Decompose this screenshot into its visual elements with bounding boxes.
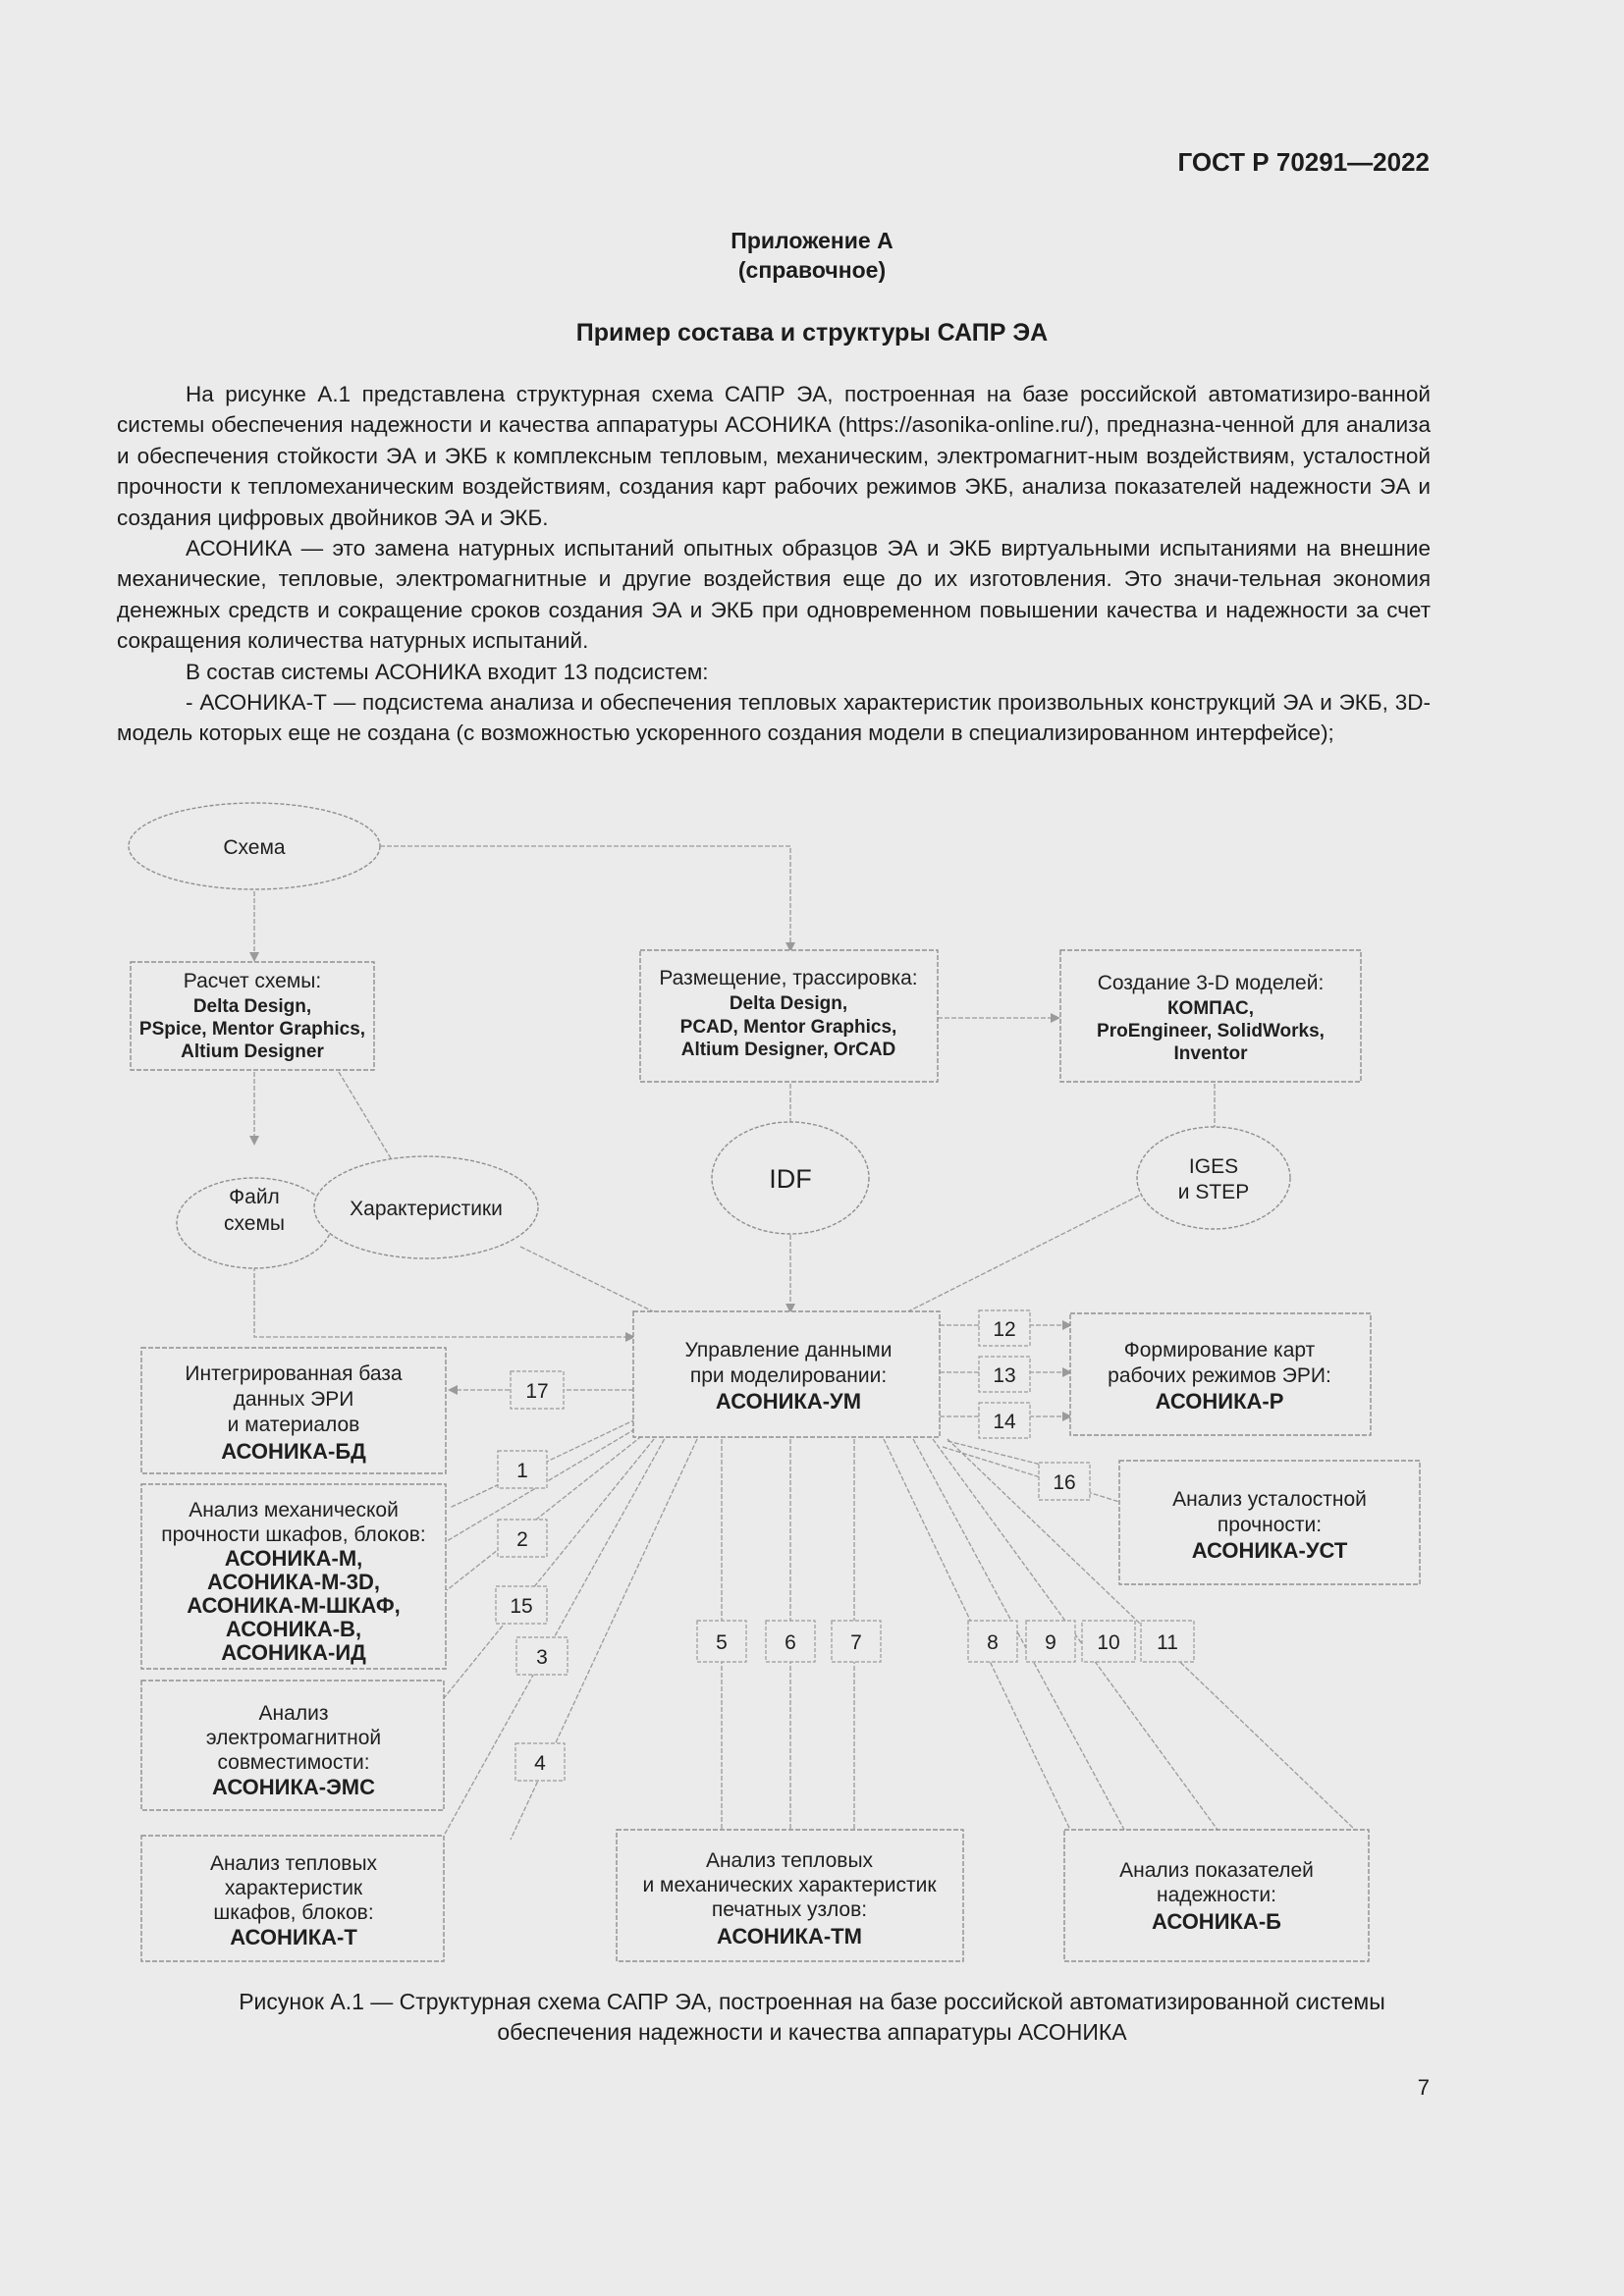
tm-line: Анализ тепловых bbox=[705, 1849, 874, 1872]
place-tool: Delta Design, bbox=[729, 993, 848, 1014]
number-badge: 7 bbox=[850, 1631, 862, 1654]
mech-name: АСОНИКА-В, bbox=[225, 1617, 362, 1641]
box-asonika-bd bbox=[141, 1348, 446, 1473]
paragraph: АСОНИКА — это замена натурных испытаний опытных образцов ЭА и ЭКБ виртуальными испытаниями на внешние механические, тепловые, электромагнитные и другие воздействия еще до их изготовления. Это значи-тельная экономия денежных средств и сокращение сроков создания ЭА и ЭКБ при одновременном повышении качества и надежности за счет сокращения количества натурных испытаний. bbox=[117, 536, 1431, 654]
number-badge: 8 bbox=[987, 1631, 999, 1654]
ellipse-iges-step bbox=[1137, 1127, 1290, 1229]
figure-caption bbox=[0, 1987, 1624, 2048]
thermal-line: характеристик bbox=[224, 1877, 363, 1899]
calc-tool: PSpice, Mentor Graphics, bbox=[138, 1019, 366, 1040]
mech-name: АСОНИКА-М-ШКАФ, bbox=[187, 1593, 401, 1618]
number-badge: 5 bbox=[716, 1631, 728, 1654]
section-title: Пример состава и структуры САПР ЭА bbox=[575, 319, 1049, 347]
appendix-subtitle: (справочное) bbox=[737, 257, 887, 283]
box-asonika-b bbox=[1064, 1830, 1369, 1961]
tm-line: печатных узлов: bbox=[711, 1898, 868, 1921]
box-asonika-t bbox=[141, 1836, 444, 1961]
box-asonika-r bbox=[1070, 1313, 1371, 1435]
box-calc-schema bbox=[131, 962, 374, 1070]
box-3d-models bbox=[1060, 950, 1361, 1082]
idf-label: IDF bbox=[769, 1164, 812, 1194]
number-badge: 12 bbox=[993, 1318, 1016, 1341]
mech-name: АСОНИКА-ИД bbox=[221, 1640, 366, 1665]
calc-tool: Delta Design, bbox=[192, 996, 312, 1017]
standard-number: ГОСТ Р 70291—2022 bbox=[1177, 147, 1430, 177]
bd-line: данных ЭРИ bbox=[233, 1388, 354, 1411]
place-title: Размещение, трассировка: bbox=[659, 967, 918, 989]
bd-line: Интегрированная база bbox=[185, 1362, 403, 1385]
model3d-title: Создание 3-D моделей: bbox=[1097, 972, 1325, 994]
number-badge: 11 bbox=[1157, 1631, 1178, 1654]
ellipse-idf bbox=[712, 1122, 869, 1234]
page-number: 7 bbox=[1417, 2075, 1430, 2100]
paragraph: - АСОНИКА-Т — подсистема анализа и обеспечения тепловых характеристик произвольных конструкций ЭА и ЭКБ, 3D-модель которых еще не создана (с возможностью ускоренного создания модели в специализированном интерфейсе); bbox=[117, 690, 1431, 746]
schema-label: Схема bbox=[223, 836, 286, 859]
mech-line: прочности шкафов, блоков: bbox=[161, 1523, 426, 1546]
mech-name: АСОНИКА-М, bbox=[224, 1546, 363, 1571]
box-placement-routing bbox=[640, 950, 938, 1082]
thermal-line: Анализ тепловых bbox=[209, 1852, 378, 1875]
box-asonika-ems bbox=[141, 1681, 444, 1810]
number-badge: 3 bbox=[536, 1646, 548, 1669]
number-badge: 9 bbox=[1045, 1631, 1056, 1654]
um-line: Управление данными bbox=[684, 1339, 893, 1362]
ems-line: совместимости: bbox=[217, 1751, 370, 1774]
number-badge: 17 bbox=[525, 1380, 549, 1403]
r-name: АСОНИКА-Р bbox=[1155, 1389, 1284, 1414]
box-asonika-um bbox=[633, 1311, 940, 1437]
ust-line: прочности: bbox=[1217, 1514, 1323, 1536]
thermal-line: шкафов, блоков: bbox=[213, 1901, 374, 1924]
number-badge: 14 bbox=[993, 1411, 1016, 1433]
appendix-title: Приложение А bbox=[731, 228, 893, 253]
tm-line: и механических характеристик bbox=[642, 1874, 937, 1896]
file-line: схемы bbox=[224, 1212, 285, 1235]
ellipse-schema bbox=[129, 803, 380, 889]
b-line: Анализ показателей bbox=[1119, 1859, 1314, 1882]
paragraph: В состав системы АСОНИКА входит 13 подсистем: bbox=[186, 659, 709, 684]
model3d-tool: КОМПАС, bbox=[1166, 998, 1255, 1019]
box-asonika-ust bbox=[1119, 1461, 1420, 1584]
bd-line: и материалов bbox=[227, 1414, 360, 1436]
bd-name: АСОНИКА-БД bbox=[221, 1439, 366, 1464]
iges-line: и STEP bbox=[1177, 1181, 1250, 1203]
tm-name: АСОНИКА-ТМ bbox=[717, 1924, 862, 1949]
mech-name: АСОНИКА-М-3D, bbox=[206, 1570, 381, 1594]
number-badge: 4 bbox=[534, 1752, 546, 1775]
r-line: рабочих режимов ЭРИ: bbox=[1108, 1364, 1331, 1387]
ellipse-schema-file bbox=[177, 1178, 332, 1268]
model3d-tool: ProEngineer, SolidWorks, bbox=[1097, 1021, 1325, 1041]
number-badge: 1 bbox=[516, 1460, 528, 1482]
paragraph: На рисунке А.1 представлена структурная схема САПР ЭА, построенная на базе российской автоматизиро-ванной системы обеспечения надежности и качества аппаратуры АСОНИКА (https://asonika-online.ru/), предназна-ченной для анализа и обеспечения стойкости ЭА и ЭКБ к комплексным тепловым, механическим, электромагнит-ным воздействиям, усталостной прочности к тепломеханическим воздействиям, создания карт рабочих режимов ЭКБ, анализа показателей надежности ЭА и создания цифровых двойников ЭА и ЭКБ. bbox=[117, 382, 1431, 530]
box-asonika-m bbox=[141, 1484, 446, 1669]
file-line: Файл bbox=[229, 1186, 280, 1208]
number-badge: 16 bbox=[1053, 1471, 1076, 1494]
box-asonika-tm bbox=[617, 1830, 963, 1961]
place-tool: Altium Designer, OrCAD bbox=[680, 1040, 896, 1060]
b-line: надежности: bbox=[1157, 1884, 1276, 1906]
number-badge: 6 bbox=[785, 1631, 796, 1654]
calc-title: Расчет схемы: bbox=[183, 970, 322, 992]
iges-line: IGES bbox=[1188, 1155, 1239, 1178]
model3d-tool: Inventor bbox=[1173, 1043, 1248, 1064]
b-name: АСОНИКА-Б bbox=[1152, 1909, 1281, 1934]
number-badge: 2 bbox=[516, 1528, 528, 1551]
number-badge: 10 bbox=[1097, 1631, 1120, 1654]
caption-line: Рисунок А.1 — Структурная схема САПР ЭА, построенная на базе российской автоматизированной системы bbox=[239, 1989, 1385, 2014]
ems-line: Анализ bbox=[258, 1702, 329, 1725]
ust-line: Анализ усталостной bbox=[1172, 1488, 1367, 1511]
place-tool: PCAD, Mentor Graphics, bbox=[679, 1017, 897, 1038]
ems-name: АСОНИКА-ЭМС bbox=[212, 1775, 375, 1799]
caption-line: обеспечения надежности и качества аппаратуры АСОНИКА bbox=[497, 2019, 1127, 2045]
ellipse-characteristics bbox=[314, 1156, 538, 1258]
calc-tool: Altium Designer bbox=[181, 1041, 324, 1062]
um-name: АСОНИКА-УМ bbox=[715, 1389, 862, 1414]
ust-name: АСОНИКА-УСТ bbox=[1191, 1538, 1348, 1563]
thermal-name: АСОНИКА-Т bbox=[230, 1925, 357, 1949]
r-line: Формирование карт bbox=[1123, 1339, 1316, 1362]
um-line: при моделировании: bbox=[689, 1364, 888, 1387]
number-badge: 15 bbox=[510, 1595, 533, 1618]
number-badge: 13 bbox=[993, 1364, 1016, 1387]
ems-line: электромагнитной bbox=[205, 1727, 382, 1749]
mech-line: Анализ механической bbox=[189, 1499, 399, 1522]
chars-label: Характеристики bbox=[350, 1198, 503, 1220]
